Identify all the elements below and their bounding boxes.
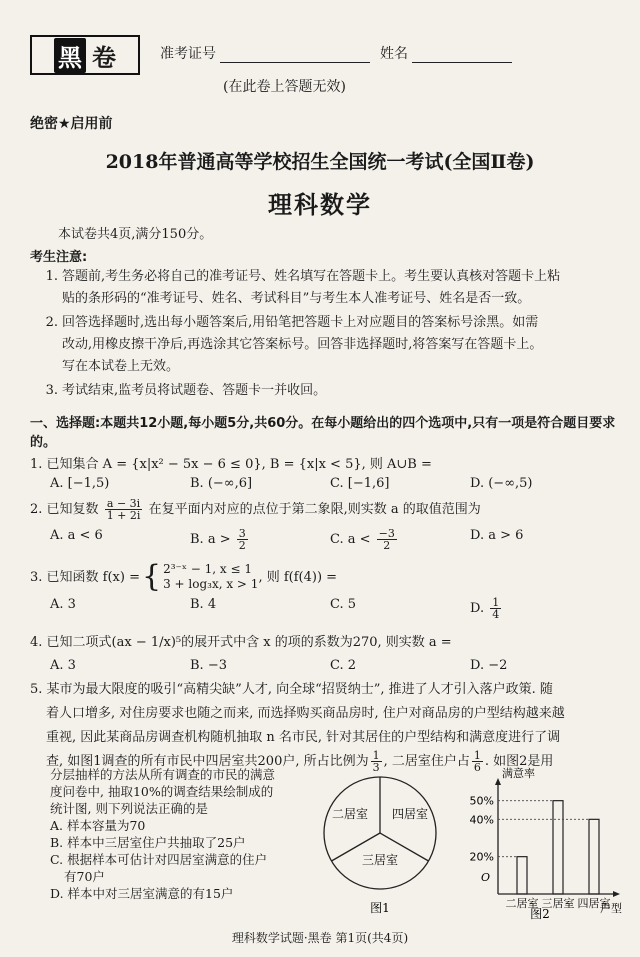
option-d: D. (−∞,5) xyxy=(470,476,533,491)
page-footer: 理科数学试题·黑卷 第1页(共4页) xyxy=(231,931,409,945)
frac-num: 3 xyxy=(238,527,246,540)
option-fraction xyxy=(377,528,397,551)
notice-num: 1. xyxy=(45,269,58,284)
option-d: D. −2 xyxy=(470,658,508,673)
option-c: C. 2 xyxy=(330,658,357,673)
option-c: C. [−1,6] xyxy=(330,476,390,491)
frac-num: 1 xyxy=(473,749,481,762)
option-d: D. 样本中对三居室满意的有15户 xyxy=(50,886,234,901)
option-b: B. 样本中三居室住户共抽取了25户 xyxy=(50,835,246,850)
q5-side-line: 统计图, 则下列说法正确的是 xyxy=(50,801,208,816)
option-text: D. xyxy=(470,601,485,616)
question-5-side xyxy=(50,766,308,902)
q3-case-1: 2³⁻ˣ − 1, x ≤ 1 xyxy=(163,562,252,576)
q5-line: 重视, 因此某商品房调查机构随机抽取 n 名市民, 针对其居住的户型结构和满意度进行了调 xyxy=(46,730,561,745)
frac-den: 2 xyxy=(383,539,391,552)
exam-title: 2018年普通高等学校招生全国统一考试(全国Ⅱ卷) xyxy=(105,151,535,173)
y-axis-label: 满意率 xyxy=(502,767,535,780)
notice-item-1 xyxy=(30,266,618,310)
x-tick-label: 二居室 xyxy=(505,897,539,910)
notice-line: 贴的条形码的“准考证号、姓名、考试科目”与考生本人准考证号、姓名是否一致。 xyxy=(62,291,531,306)
figure-2-caption: 图2 xyxy=(530,907,550,921)
option-text: C. a < xyxy=(330,532,371,547)
frac-den: 2 xyxy=(238,539,246,552)
q3-case-2: 3 + log₃x, x > 1 xyxy=(163,577,259,591)
notice-num: 2. xyxy=(45,315,58,330)
option-a: A. 样本容量为70 xyxy=(50,818,146,833)
frac-num: −3 xyxy=(378,527,395,540)
q2-pre: 2. 已知复数 xyxy=(30,502,99,517)
confidential-mark: 绝密★启用前 xyxy=(30,116,113,132)
option-a: A. [−1,5) xyxy=(50,476,110,491)
q5-line-4b: , 二居室住户占 xyxy=(383,754,470,769)
name-underline xyxy=(412,48,512,63)
frac-num: 1 xyxy=(492,596,500,609)
figure-1-pie xyxy=(312,766,452,916)
q5-line: 5. 某市为最大限度的吸引“高精尖缺”人才, 向全球“招贤纳士”, 推进了人才引入落户政策. 随 xyxy=(30,682,553,697)
frac-num: 1 xyxy=(372,749,380,762)
notice-title: 考生注意: xyxy=(30,250,88,265)
frac-den: 6 xyxy=(473,761,481,774)
notice-line: 写在本试卷上无效。 xyxy=(62,359,180,374)
option-b: B. (−∞,6] xyxy=(190,476,253,491)
question-1-stem: 1. 已知集合 A = {x|x² − 5x − 6 ≤ 0}, B = {x|x < 5}, 则 A∪B = xyxy=(30,457,432,472)
q3-pre: 3. 已知函数 f(x) = xyxy=(30,569,140,585)
q2-fraction xyxy=(105,498,143,521)
intro-text: 本试卷共4页,满分150分。 xyxy=(58,227,213,242)
pie-label-three: 三居室 xyxy=(361,853,399,867)
origin-label: O xyxy=(480,871,490,884)
frac-den: 3 xyxy=(372,761,380,774)
option-a: A. 3 xyxy=(50,658,76,673)
option-b xyxy=(190,528,330,551)
option-a: A. a < 6 xyxy=(50,528,103,543)
y-tick-label: 20% xyxy=(469,850,494,864)
pie-label-four: 四居室 xyxy=(391,807,429,821)
notice-line: 改动,用橡皮擦干净后,再选涂其它答案标号。回答非选择题时,将答案写在答题卡上。 xyxy=(62,337,543,352)
q5-side-line: 分层抽样的方法从所有调查的市民的满意 xyxy=(50,767,276,782)
frac-num: a − 3i xyxy=(105,498,143,510)
notice-item-3 xyxy=(30,380,618,402)
x-tick-label: 三居室 xyxy=(541,897,575,910)
bar xyxy=(553,801,563,894)
question-4-stem: 4. 已知二项式(ax − 1/x)⁵的展开式中含 x 的项的系数为270, 则实数 a = xyxy=(30,635,452,650)
option-a: A. 3 xyxy=(50,597,76,612)
admission-underline xyxy=(220,48,370,63)
option-d xyxy=(470,597,610,620)
logo-char-2: 卷 xyxy=(92,43,116,72)
option-d: D. a > 6 xyxy=(470,528,524,543)
notice-line: 考试结束,监考员将试题卷、答题卡一并收回。 xyxy=(62,383,327,398)
question-3-options xyxy=(50,597,610,620)
name-label: 姓名 xyxy=(380,46,408,62)
question-5-stem xyxy=(30,678,620,774)
notice-line: 回答选择题时,选出每小题答案后,用铅笔把答题卡上对应题目的答案标号涂黑。如需 xyxy=(62,315,539,330)
option-b: B. −3 xyxy=(190,658,227,673)
q5-line-4c: . 如图2是用 xyxy=(484,754,554,769)
q3-post: , 则 f(f(4)) = xyxy=(258,569,338,585)
frac-den: 4 xyxy=(492,608,500,621)
logo-char-1: 黑 xyxy=(54,38,86,73)
x-axis-arrow xyxy=(613,891,620,897)
y-axis-arrow xyxy=(495,778,501,785)
notice-item-2 xyxy=(30,312,618,378)
bar xyxy=(517,857,527,894)
y-tick-label: 40% xyxy=(469,813,494,827)
brace-symbol: { xyxy=(141,559,162,594)
subject-title: 理科数学 xyxy=(268,191,372,219)
q5-line: 着人口增多, 对住房要求也随之而来, 而选择购买商品房时, 住户对商品房的户型结构越来越 xyxy=(46,706,565,721)
q2-post: 在复平面内对应的点位于第二象限,则实数 a 的取值范围为 xyxy=(148,502,481,517)
figure-1-caption: 图1 xyxy=(370,901,390,915)
option-c: C. 根据样本可估计对四居室满意的住户 xyxy=(50,852,268,867)
bar xyxy=(589,819,599,894)
q5-line-4a: 查, 如图1调查的所有市民中四居室共200户, 所占比例为 xyxy=(46,754,369,769)
q3-cases xyxy=(163,562,258,592)
option-c-cont: 有70户 xyxy=(64,869,105,884)
question-3-stem xyxy=(30,559,620,594)
option-b: B. 4 xyxy=(190,597,217,612)
q5-side-line: 度问卷中, 抽取10%的调查结果绘制成的 xyxy=(50,784,274,799)
admission-number-field xyxy=(160,43,370,63)
admission-label: 准考证号 xyxy=(160,46,216,62)
pie-label-two: 二居室 xyxy=(331,807,369,821)
frac-den: 1 + 2i xyxy=(106,509,141,522)
option-c xyxy=(330,528,470,551)
brand-logo xyxy=(30,35,140,75)
option-c: C. 5 xyxy=(330,597,357,612)
y-tick-label: 50% xyxy=(469,794,494,808)
notice-line: 答题前,考生务必将自己的准考证号、姓名填写在答题卡上。考生要认真核对答题卡上粘 xyxy=(62,269,561,284)
question-2-stem xyxy=(30,498,620,521)
x-axis-label: 户型 xyxy=(600,902,622,915)
notice-num: 3. xyxy=(45,383,58,398)
option-fraction xyxy=(237,528,248,551)
question-1-options xyxy=(50,476,610,491)
invalid-note: (在此卷上答题无效) xyxy=(223,79,346,95)
x-tick-label: 四居室 xyxy=(577,897,611,910)
figure-2-chart xyxy=(452,766,632,921)
option-text: B. a > xyxy=(190,532,231,547)
option-fraction xyxy=(490,597,501,620)
section-heading: 一、选择题:本题共12小题,每小题5分,共60分。在每小题给出的四个选项中,只有一项是符合题目要求的。 xyxy=(30,416,616,450)
name-field xyxy=(380,43,512,63)
question-4-options xyxy=(50,658,610,673)
question-2-options xyxy=(50,528,610,551)
